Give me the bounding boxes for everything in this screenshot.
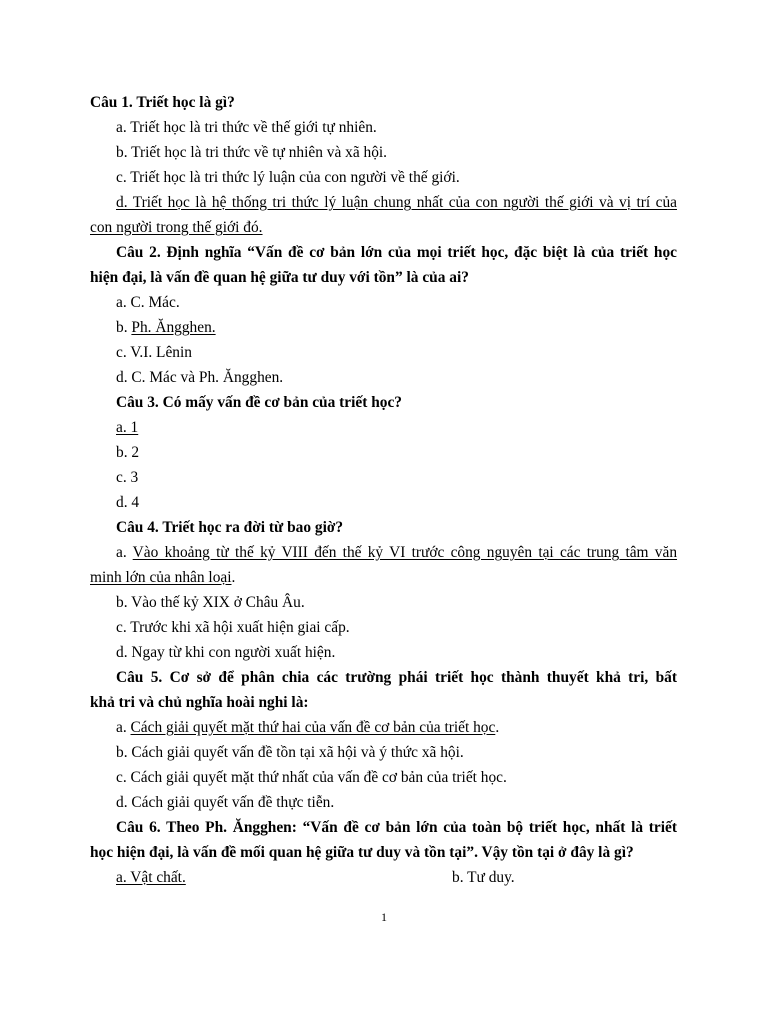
question-5-option-b: b. Cách giải quyết vấn đề tồn tại xã hội và ý thức xã hội. [116, 744, 464, 761]
question-3-answer: a. 1 [116, 419, 139, 436]
question-2-option-b [90, 315, 677, 340]
question-4-option-a-suffix: . [231, 569, 236, 586]
question-3-option-d: d. 4 [116, 494, 140, 511]
question-3-option-c: c. 3 [116, 469, 139, 486]
question-1-option-b: b. Triết học là tri thức về tự nhiên và xã hội. [116, 144, 388, 161]
question-5-title-line2: khả tri và chủ nghĩa hoài nghi là: [90, 694, 309, 711]
question-2-option-b-prefix: b. [116, 319, 132, 336]
question-2-option-c: c. V.I. Lênin [116, 344, 192, 361]
question-4-title: Câu 4. Triết học ra đời từ bao giờ? [116, 519, 344, 536]
question-1-answer-line1: d. Triết học là hệ thống tri thức lý luận chung nhất của con người thế giới và vị trí của [116, 194, 677, 211]
question-1-option-c: c. Triết học là tri thức lý luận của con người về thế giới. [116, 169, 460, 186]
question-4-option-a-line1 [90, 540, 677, 565]
question-3-option-a [90, 415, 677, 440]
question-1-answer-line2: con người trong thế giới đó. [90, 219, 263, 236]
question-1-option-d-line2 [90, 215, 677, 240]
question-2-option-a: a. C. Mác. [116, 294, 180, 311]
question-1-option-d-line1 [90, 190, 677, 215]
question-4-answer-line1: Vào khoảng từ thế kỷ VIII đến thế kỷ VI trước công nguyên tại các trung tâm văn [132, 544, 678, 561]
question-2-option-d: d. C. Mác và Ph. Ăngghen. [116, 369, 284, 386]
question-1-option-a: a. Triết học là tri thức về thế giới tự nhiên. [116, 119, 377, 136]
question-5-option-a [90, 715, 677, 740]
question-5-option-c: c. Cách giải quyết mặt thứ nhất của vấn đề cơ bản của triết học. [116, 769, 507, 786]
question-4-option-d: d. Ngay từ khi con người xuất hiện. [116, 644, 336, 661]
question-6-answer: a. Vật chất. [116, 869, 186, 886]
question-6-title-line2: học hiện đại, là vấn đề mối quan hệ giữa tư duy và tồn tại”. Vậy tồn tại ở đây là gì? [90, 844, 634, 861]
question-2-title-line1: Câu 2. Định nghĩa “Vấn đề cơ bản lớn của mọi triết học, đặc biệt là của triết học [116, 244, 677, 261]
question-5-option-d: d. Cách giải quyết vấn đề thực tiễn. [116, 794, 335, 811]
question-4-option-b: b. Vào thế kỷ XIX ở Châu Âu. [116, 594, 305, 611]
question-5-option-a-suffix: . [495, 719, 500, 736]
question-1-title: Câu 1. Triết học là gì? [90, 94, 235, 111]
question-5-option-a-prefix: a. [116, 719, 131, 736]
document-page [90, 90, 677, 890]
question-3-option-b: b. 2 [116, 444, 140, 461]
question-6-title-line1: Câu 6. Theo Ph. Ăngghen: “Vấn đề cơ bản lớn của toàn bộ triết học, nhất là triết [116, 819, 677, 836]
question-6-option-b: b. Tư duy. [452, 869, 515, 886]
question-2-title-line2: hiện đại, là vấn đề quan hệ giữa tư duy với tồn” là của ai? [90, 269, 469, 286]
question-4-option-a-prefix: a. [116, 544, 133, 561]
question-3-title: Câu 3. Có mấy vấn đề cơ bản của triết học? [116, 394, 402, 411]
question-2-answer: Ph. Ăngghen. [131, 319, 216, 336]
question-6-options-row [90, 865, 677, 890]
question-5-title-line1: Câu 5. Cơ sở để phân chia các trường phái triết học thành thuyết khả tri, bất [116, 669, 677, 686]
question-4-option-c: c. Trước khi xã hội xuất hiện giai cấp. [116, 619, 350, 636]
question-4-option-a-line2 [90, 565, 677, 590]
page-number: 1 [381, 910, 387, 924]
question-5-answer: Cách giải quyết mặt thứ hai của vấn đề cơ bản của triết học [130, 719, 496, 736]
question-4-answer-line2: minh lớn của nhân loại [90, 569, 232, 586]
